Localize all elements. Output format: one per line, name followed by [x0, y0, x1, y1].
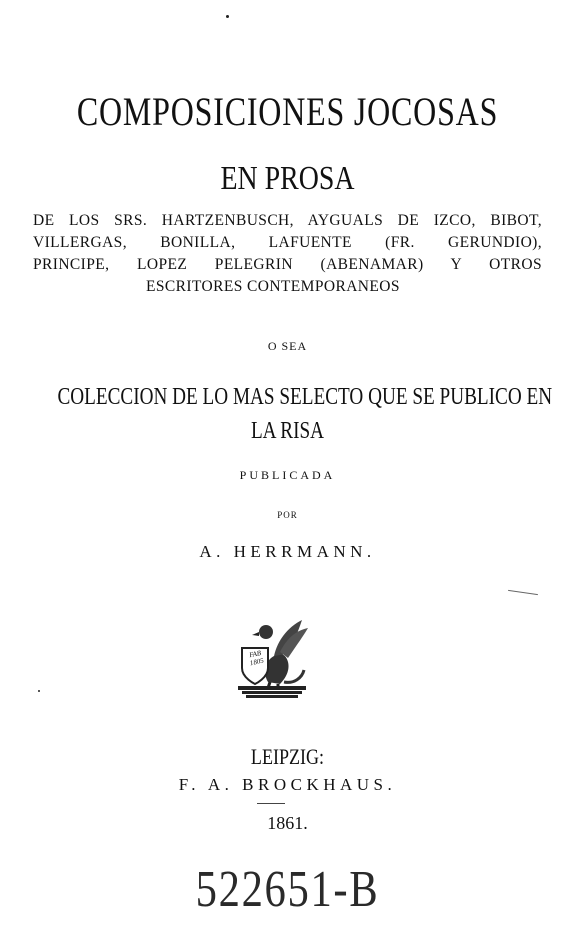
imprint-year: 1861. [267, 813, 308, 833]
book-title: COMPOSICIONES JOCOSAS [76, 89, 499, 134]
author-name: A. HERRMANN. [199, 542, 376, 561]
ink-speck [226, 15, 229, 18]
authors-line: DE LOS SRS. HARTZENBUSCH, AYGUALS DE IZCO, BIBOT, [33, 212, 542, 229]
imprint-city: LEIPZIG: [250, 744, 325, 769]
publisher-emblem-icon [228, 612, 316, 700]
coleccion-text: COLECCION DE LO MAS SELECTO QUE SE PUBLICO EN [57, 384, 553, 410]
authors-line: PRINCIPE, LOPEZ PELEGRIN (ABENAMAR) Y OTROS [33, 256, 542, 273]
ink-speck [38, 690, 40, 692]
la-risa-text: LA RISA [250, 418, 325, 444]
divider-rule [257, 803, 285, 804]
publicada-text: PUBLICADA [239, 468, 336, 482]
emblem-label: FAB 1805 [248, 648, 265, 668]
authors-block [33, 210, 542, 298]
imprint-publisher: F. A. BROCKHAUS. [178, 775, 397, 794]
stray-mark [508, 590, 538, 595]
authors-line: ESCRITORES CONTEMPORANEOS [146, 278, 400, 295]
o-sea-text: O SEA [267, 339, 308, 353]
library-shelfmark: 522651-B [195, 861, 380, 918]
book-subtitle: EN PROSA [220, 160, 355, 197]
authors-line: VILLERGAS, BONILLA, LAFUENTE (FR. GERUNDIO), [33, 234, 542, 251]
por-text: POR [277, 510, 298, 520]
